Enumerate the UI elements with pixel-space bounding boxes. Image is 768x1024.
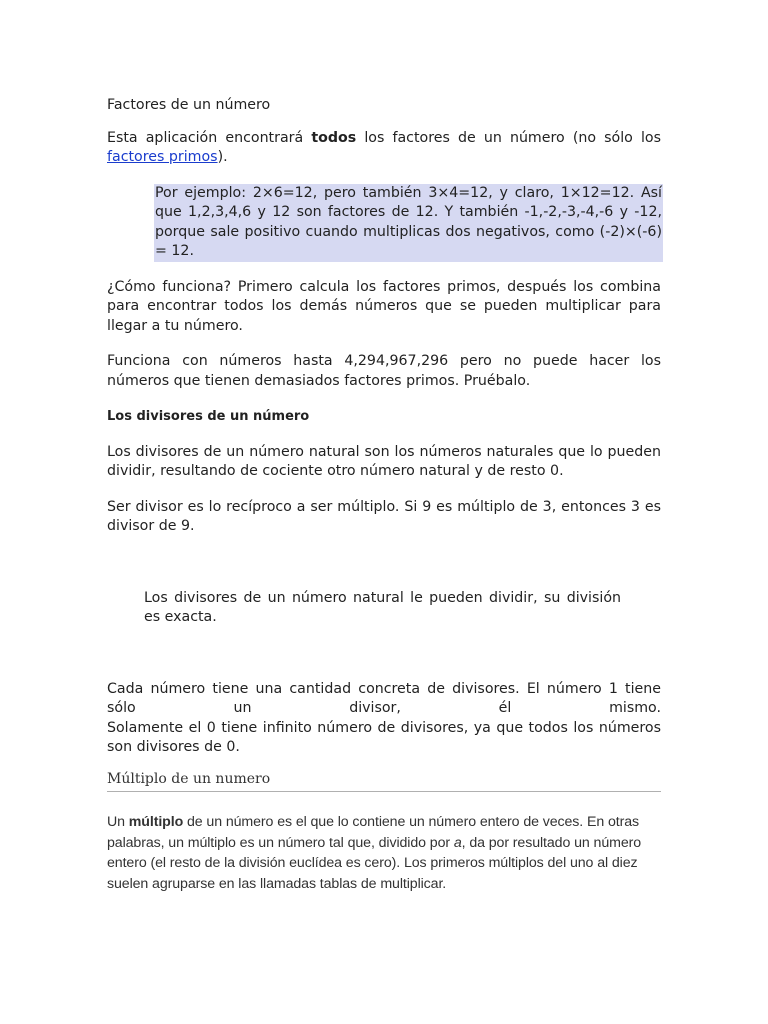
divisores-quote: Los divisores de un número natural le pueden dividir, su división es exacta. [144,589,621,625]
reciproco-paragraph: Ser divisor es lo recíproco a ser múltiplo. Si 9 es múltiplo de 3, entonces 3 es divisor de 9. [107,498,661,534]
como-funciona-paragraph: ¿Cómo funciona? Primero calcula los factores primos, después los combina para encontrar todos los demás números que se pueden multiplicar para llegar a tu número. [107,278,661,334]
multiplo-paragraph [107,812,661,894]
example-box: Por ejemplo: 2×6=12, pero también 3×4=12, y claro, 1×12=12. Así que 1,2,3,4,6 y 12 son factores de 12. Y también -1,-2,-3,-4,-6 y -12, porque sale positivo cuando multiplicas dos negativos, como (-2)×(-6) = 12. [154,184,663,262]
limite-paragraph: Funciona con números hasta 4,294,967,296 pero no puede hacer los números que tienen demasiados factores primos. Pruébalo. [107,353,661,389]
multiplo-text-3: , da por resultado un número entero (el resto de la división euclídea es cero). Los primeros múltiplos del uno al diez suelen agruparse en las llamadas tablas de multiplicar. [107,834,642,892]
factores-primos-link[interactable]: factores primos [107,149,218,165]
multiplo-italic: a [453,834,462,851]
multiplo-text-1: Un [107,814,129,830]
cada-line-1: Cada número tiene una cantidad concreta de divisores. El número 1 tiene sólo un divisor, él mismo. [107,680,661,716]
cada-numero-paragraph [107,680,661,758]
intro-paragraph [107,129,661,168]
document-page [107,96,661,894]
intro-bold: todos [311,129,357,146]
multiplo-heading: Múltiplo de un numero [107,770,661,793]
multiplo-bold: múltiplo [128,814,184,830]
intro-text-2: los factores de un número (no sólo los [356,129,661,146]
intro-text-1: Esta aplicación encontrará [107,129,312,146]
cada-line-2: Solamente el 0 tiene infinito número de divisores, ya que todos los números son divisores de 0. [107,719,661,755]
multiplo-text-2: de un número es el que lo contiene un número entero de veces. En otras palabras, un múltiplo es un número tal que, dividido por [107,814,640,851]
page-title: Factores de un número [107,97,271,113]
divisores-definition: Los divisores de un número natural son los números naturales que lo pueden dividir, resultando de cociente otro número natural y de resto 0. [107,443,661,479]
intro-text-3: ). [217,149,228,165]
divisores-heading: Los divisores de un número [107,409,310,424]
